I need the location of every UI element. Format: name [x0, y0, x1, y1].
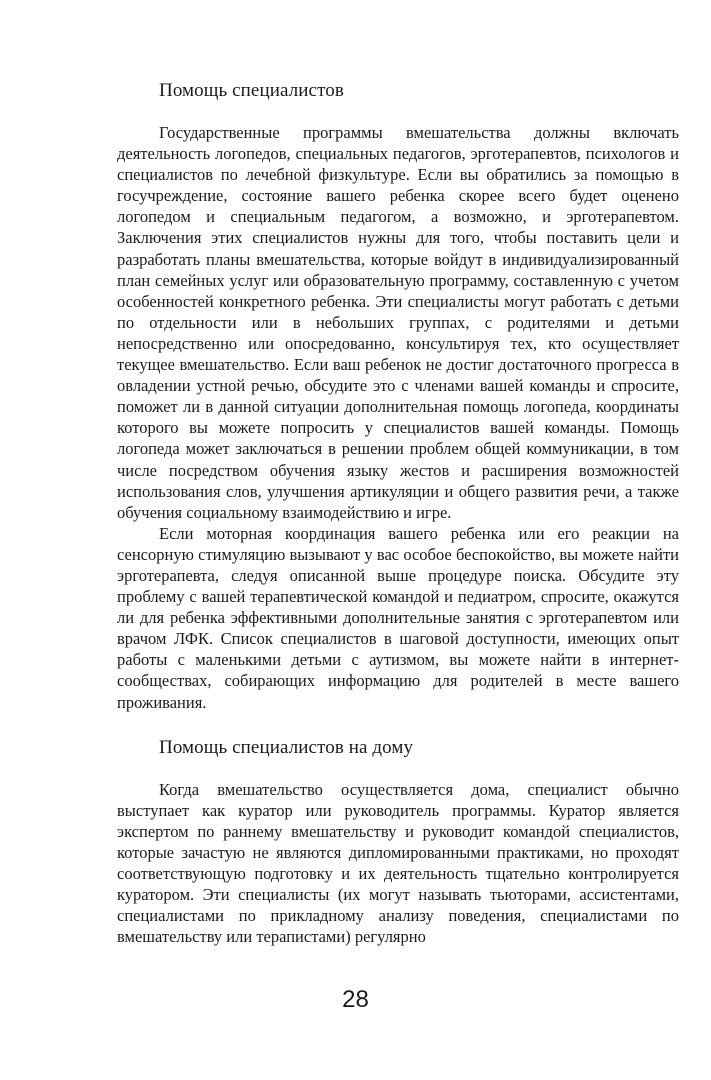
page-number: 28	[342, 986, 369, 1013]
paragraph: Если моторная координация вашего ребенка или его реакции на сенсорную стимуляцию вызывают у вас особое беспокойство, вы можете найти эрготерапевта, следуя описанной выше процедуре поиска. Обсудите эту проблему с вашей терапевтической командой и педиатром, спросите, окажутся ли для ребенка эффективными дополнительные занятия с эрготерапевтом или врачом ЛФК. Список специалистов в шаговой доступности, имеющих опыт работы с маленькими детьми с аутизмом, вы можете найти в интернет-сообществах, собирающих информацию для родителей в месте вашего проживания.	[117, 523, 679, 712]
section-heading-specialists-help: Помощь специалистов	[159, 80, 344, 101]
paragraph: Государственные программы вмешательства должны включать деятельность логопедов, специальных педагогов, эрготерапевтов, психологов и специалистов по лечебной физкультуре. Если вы обратились за помощью в госучреждение, состояние вашего ребенка скорее всего будет оценено логопедом и специальным педагогом, а возможно, и эрготерапевтом. Заключения этих специалистов нужны для того, чтобы поставить цели и разработать планы вмешательства, которые войдут в индивидуализированный план семейных услуг или образовательную программу, составленную с учетом особенностей конкретного ребенка. Эти специалисты могут работать с детьми по отдельности или в небольших группах, с родителями и детьми непосредственно или опосредованно, консультируя тех, кто осуществляет текущее вмешательство. Если ваш ребенок не достиг достаточного прогресса в овладении устной речью, обсудите это с членами вашей команды и спросите, поможет ли в данной ситуации дополнительная помощь логопеда, координаты которого вы можете попросить у специалистов вашей команды. Помощь логопеда может заключаться в решении проблем общей коммуникации, в том числе посредством обучения языку жестов и расширения возможностей использования слов, улучшения артикуляции и общего развития речи, а также обучения социальному взаимодействию и игре.	[117, 123, 679, 522]
paragraph: Когда вмешательство осуществляется дома, специалист обычно выступает как куратор или руководитель программы. Куратор является экспертом по раннему вмешательству и руководит командой специалистов, которые зачастую не являются дипломированными практиками, но проходят соответствующую подготовку и их деятельность тщательно контролируется куратором. Эти специалисты (их могут называть тьюторами, ассистентами, специалистами по прикладному анализу поведения, специалистами по вмешательству или терапистами) регулярно	[117, 779, 679, 947]
section-heading-home-specialists-help: Помощь специалистов на дому	[159, 736, 414, 758]
page-content	[117, 78, 679, 947]
